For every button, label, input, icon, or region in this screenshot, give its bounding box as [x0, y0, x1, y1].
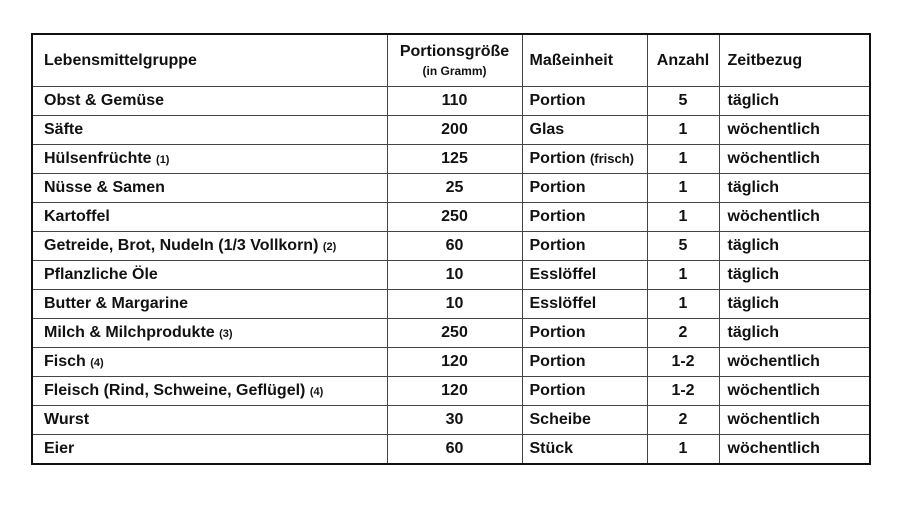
cell-count: 5	[647, 232, 719, 261]
cell-unit	[522, 87, 647, 116]
unit-name: Portion	[529, 237, 586, 254]
cell-portion-size: 10	[387, 261, 522, 290]
cell-food-group	[32, 261, 387, 290]
cell-unit	[522, 261, 647, 290]
food-group-name: Obst & Gemüse	[44, 92, 165, 109]
food-group-name: Milch & Milchprodukte	[44, 324, 215, 341]
cell-unit	[522, 406, 647, 435]
cell-unit	[522, 435, 647, 465]
cell-time-reference: wöchentlich	[719, 377, 870, 406]
cell-unit	[522, 232, 647, 261]
food-group-name: Getreide, Brot, Nudeln (1/3 Vollkorn)	[44, 237, 319, 254]
header-time-label: Zeitbezug	[727, 51, 803, 69]
cell-count: 1	[647, 116, 719, 145]
header-count-label: Anzahl	[656, 51, 710, 69]
unit-name: Portion	[529, 382, 586, 399]
cell-portion-size: 10	[387, 290, 522, 319]
cell-food-group	[32, 87, 387, 116]
cell-count: 1-2	[647, 348, 719, 377]
table-row	[32, 203, 870, 232]
header-food-group-label: Lebensmittelgruppe	[44, 51, 197, 69]
unit-name: Portion	[529, 208, 586, 225]
unit-name: Portion	[529, 179, 586, 196]
footnote-ref: (1)	[156, 154, 170, 166]
cell-count: 1	[647, 145, 719, 174]
cell-time-reference: täglich	[719, 87, 870, 116]
cell-food-group	[32, 377, 387, 406]
cell-time-reference: wöchentlich	[719, 435, 870, 465]
unit-name: Portion	[529, 324, 586, 341]
table-row	[32, 261, 870, 290]
table-body	[32, 87, 870, 465]
cell-time-reference: wöchentlich	[719, 348, 870, 377]
cell-portion-size: 30	[387, 406, 522, 435]
cell-count: 1	[647, 203, 719, 232]
unit-name: Portion	[529, 92, 586, 109]
unit-name: Portion	[529, 150, 586, 167]
cell-portion-size: 250	[387, 203, 522, 232]
food-group-name: Wurst	[44, 411, 90, 428]
cell-unit	[522, 116, 647, 145]
cell-portion-size: 250	[387, 319, 522, 348]
header-unit	[522, 34, 647, 87]
table-row	[32, 145, 870, 174]
header-portion-size-unit: (in Gramm)	[422, 64, 487, 78]
cell-portion-size: 120	[387, 377, 522, 406]
cell-time-reference: wöchentlich	[719, 203, 870, 232]
cell-food-group	[32, 232, 387, 261]
table-row	[32, 435, 870, 465]
cell-food-group	[32, 145, 387, 174]
cell-portion-size: 125	[387, 145, 522, 174]
unit-name: Glas	[529, 121, 565, 138]
header-portion-size-label: Portionsgröße	[399, 43, 510, 60]
cell-food-group	[32, 174, 387, 203]
cell-food-group	[32, 203, 387, 232]
table-row	[32, 174, 870, 203]
cell-time-reference: täglich	[719, 319, 870, 348]
table-row	[32, 406, 870, 435]
cell-time-reference: täglich	[719, 232, 870, 261]
footnote-ref: (2)	[322, 241, 337, 253]
footnote-ref: (3)	[219, 328, 233, 340]
food-group-name: Eier	[44, 440, 75, 457]
food-group-name: Butter & Margarine	[44, 295, 189, 312]
cell-food-group	[32, 116, 387, 145]
cell-unit	[522, 377, 647, 406]
cell-food-group	[32, 435, 387, 465]
unit-note: (frisch)	[589, 151, 635, 166]
header-portion-size	[387, 34, 522, 87]
cell-portion-size: 60	[387, 232, 522, 261]
cell-unit	[522, 290, 647, 319]
food-group-name: Hülsenfrüchte	[44, 150, 152, 167]
unit-name: Esslöffel	[529, 295, 597, 312]
food-portion-table	[31, 33, 871, 465]
cell-unit	[522, 203, 647, 232]
table-row	[32, 290, 870, 319]
cell-food-group	[32, 319, 387, 348]
cell-count: 2	[647, 406, 719, 435]
unit-name: Scheibe	[529, 411, 591, 428]
cell-portion-size: 25	[387, 174, 522, 203]
cell-food-group	[32, 348, 387, 377]
footnote-ref: (4)	[90, 357, 104, 369]
cell-time-reference: wöchentlich	[719, 116, 870, 145]
cell-portion-size: 200	[387, 116, 522, 145]
cell-portion-size: 120	[387, 348, 522, 377]
cell-time-reference: täglich	[719, 290, 870, 319]
unit-name: Portion	[529, 353, 586, 370]
cell-unit	[522, 348, 647, 377]
food-group-name: Fisch	[44, 353, 86, 370]
cell-unit	[522, 319, 647, 348]
cell-count: 2	[647, 319, 719, 348]
table-row	[32, 232, 870, 261]
header-count	[647, 34, 719, 87]
cell-time-reference: wöchentlich	[719, 145, 870, 174]
cell-portion-size: 110	[387, 87, 522, 116]
cell-count: 1	[647, 261, 719, 290]
cell-unit	[522, 174, 647, 203]
cell-count: 1	[647, 435, 719, 465]
cell-portion-size: 60	[387, 435, 522, 465]
cell-food-group	[32, 406, 387, 435]
footnote-ref: (4)	[309, 386, 324, 398]
food-group-name: Fleisch (Rind, Schweine, Geflügel)	[44, 382, 306, 399]
unit-name: Esslöffel	[529, 266, 597, 283]
cell-count: 1	[647, 290, 719, 319]
table-row	[32, 116, 870, 145]
cell-count: 5	[647, 87, 719, 116]
food-group-name: Pflanzliche Öle	[44, 266, 158, 283]
cell-food-group	[32, 290, 387, 319]
table-row	[32, 87, 870, 116]
cell-time-reference: täglich	[719, 174, 870, 203]
cell-count: 1-2	[647, 377, 719, 406]
header-food-group	[32, 34, 387, 87]
header-unit-label: Maßeinheit	[529, 51, 614, 69]
food-group-name: Kartoffel	[44, 208, 110, 225]
cell-time-reference: täglich	[719, 261, 870, 290]
cell-unit	[522, 145, 647, 174]
header-time	[719, 34, 870, 87]
table-row	[32, 319, 870, 348]
table-row	[32, 377, 870, 406]
cell-time-reference: wöchentlich	[719, 406, 870, 435]
table-header-row	[32, 34, 870, 87]
food-group-name: Nüsse & Samen	[44, 179, 165, 196]
unit-name: Stück	[529, 440, 574, 457]
cell-count: 1	[647, 174, 719, 203]
food-group-name: Säfte	[44, 121, 84, 138]
table-row	[32, 348, 870, 377]
